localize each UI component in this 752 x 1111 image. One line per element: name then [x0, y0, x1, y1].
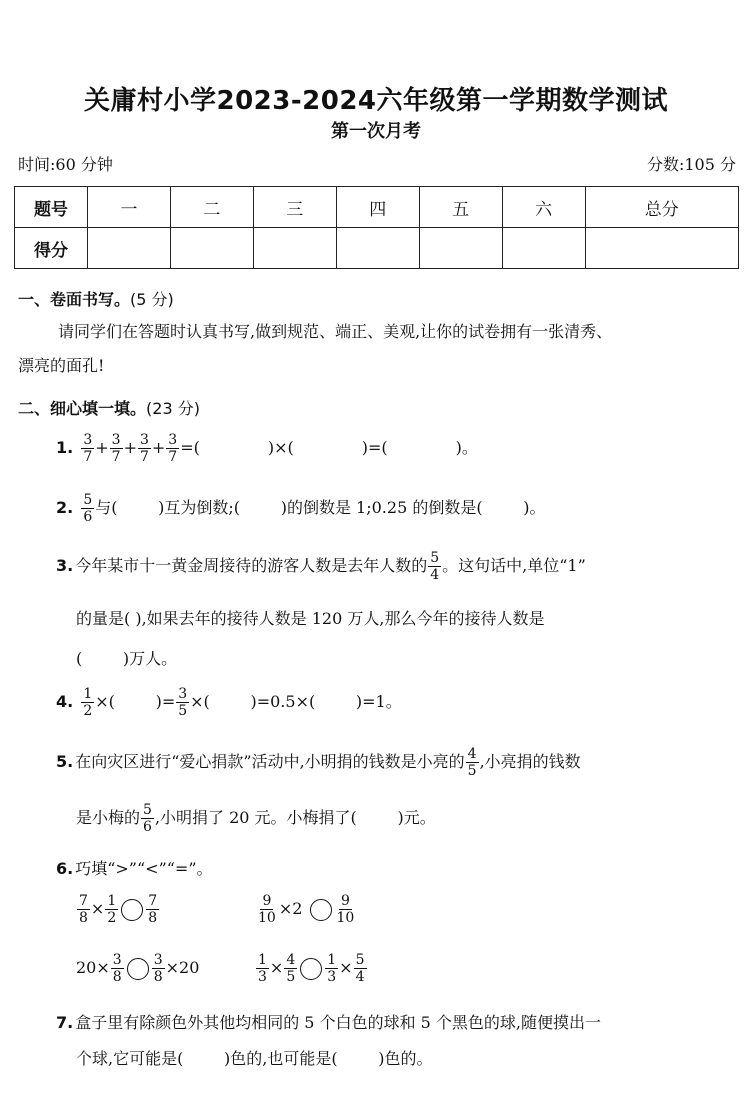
score-cell: 总分 [585, 187, 738, 228]
compare-circle[interactable] [121, 899, 143, 921]
score-cell: 六 [502, 187, 585, 228]
score-entry-cell[interactable] [253, 228, 336, 269]
question-text: 今年某市十一黄金周接待的游客人数是去年人数的 [75, 556, 428, 575]
fraction: $\frac{4}{5}$ [286, 952, 296, 985]
question-text: ×( )= [95, 692, 176, 711]
compare-circle[interactable] [310, 899, 332, 921]
section-2-title: 二、细心填一填。 [18, 399, 147, 418]
score-cell: 四 [336, 187, 419, 228]
question-7 [56, 1010, 601, 1033]
score-cell: 二 [170, 187, 253, 228]
section-2-heading [18, 396, 200, 419]
question-text: 是小梅的 [76, 808, 141, 827]
fraction: $\frac{1}{2}$ [107, 893, 117, 926]
fraction: $\frac{3}{8}$ [112, 952, 122, 985]
score-cell: 三 [253, 187, 336, 228]
question-number: 7. [56, 1013, 74, 1032]
exam-title: 关庸村小学2023-2024六年级第一学期数学测试 [83, 86, 669, 116]
fraction: $\frac{7}{8}$ [148, 893, 158, 926]
question-text: 。这句话中,单位“1” [442, 556, 586, 575]
question-number: 4. [56, 692, 74, 711]
fraction: $\frac{3}{8}$ [153, 952, 163, 985]
fraction: $\frac{1}{3}$ [327, 952, 337, 985]
question-text: ×( )=0.5×( )=1。 [190, 692, 402, 711]
question-text: ,小亮捐的钱数 [479, 752, 581, 771]
section-2-points: (23 分) [146, 399, 200, 418]
question-text: 盒子里有除颜色外其他均相同的 5 个白色的球和 5 个黑色的球,随便摸出一 [75, 1013, 602, 1032]
fraction: $\frac{3}{7}$ [139, 432, 149, 465]
score-entry-cell[interactable] [336, 228, 419, 269]
question-3-line-2: 的量是( ),如果去年的接待人数是 120 万人,那么今年的接待人数是 [76, 609, 545, 628]
compare-circle[interactable] [300, 958, 322, 980]
section-1-line-2: 漂亮的面孔! [18, 356, 105, 375]
section-1-title: 一、卷面书写。 [18, 290, 131, 309]
score-cell: 题号 [15, 187, 88, 228]
fraction: $\frac{5}{4}$ [355, 952, 365, 985]
question-text: 在向灾区进行“爱心捐款”活动中,小明捐的钱数是小亮的 [75, 752, 465, 771]
question-6 [56, 856, 213, 879]
fraction: $\frac{7}{8}$ [79, 893, 88, 926]
score-entry-cell[interactable] [88, 228, 171, 269]
q1-tail-4: )。 [455, 438, 478, 457]
question-4 [56, 686, 402, 719]
score-entry-cell[interactable] [419, 228, 502, 269]
score-table-header-row [15, 187, 739, 228]
fraction: $\frac{9}{10}$ [258, 893, 276, 926]
question-text: ,小明捐了 20 元。小梅捐了( )元。 [154, 808, 436, 827]
score-table [14, 186, 739, 269]
score-entry-cell[interactable] [502, 228, 585, 269]
question-number: 3. [56, 556, 74, 575]
question-5 [56, 746, 581, 779]
question-2 [56, 492, 546, 525]
q1-tail-3: )=( [361, 438, 388, 457]
fraction: $\frac{3}{7}$ [111, 432, 121, 465]
compare-item-3: 20× $\frac{3}{8}$ $\frac{3}{8}$ ×20 [76, 952, 200, 985]
question-number: 2. [56, 498, 74, 517]
fraction: $\frac{9}{10}$ [336, 893, 355, 926]
compare-circle[interactable] [127, 958, 149, 980]
section-1-line-1: 请同学们在答题时认真书写,做到规范、端正、美观,让你的试卷拥有一张清秀、 [58, 322, 613, 341]
score-cell: 一 [88, 187, 171, 228]
exam-subtitle: 第一次月考 [331, 121, 421, 142]
score-entry-cell[interactable] [585, 228, 738, 269]
fraction: $\frac{1}{3}$ [258, 952, 267, 985]
compare-item-4: $\frac{1}{3}$ × $\frac{4}{5}$ $\frac{1}{3}$ × $\frac{5}{4}$ [258, 952, 365, 985]
fraction: $\frac{3}{5}$ [178, 686, 188, 719]
score-cell: 五 [419, 187, 502, 228]
section-1-points: (5 分) [130, 290, 174, 309]
question-1: 1. $\frac{3}{7}$ + $\frac{3}{7}$ + $\frac{3}{7}$ + $\frac{3}{7}$ =( )×( )=( )。 [56, 432, 478, 465]
question-number: 6. [56, 859, 74, 878]
score-row-label: 得分 [15, 228, 88, 269]
section-1-heading [18, 287, 174, 310]
fraction: $\frac{4}{5}$ [467, 746, 477, 779]
time-limit: 时间:60 分钟 [18, 155, 113, 174]
compare-item-1: $\frac{7}{8}$ × $\frac{1}{2}$ $\frac{7}{8}$ [79, 893, 158, 926]
question-number: 5. [56, 752, 74, 771]
question-5-line-2 [76, 802, 436, 835]
question-text: 巧填“>”“<”“=”。 [75, 859, 213, 878]
fraction: $\frac{3}{7}$ [83, 432, 93, 465]
question-3 [56, 550, 586, 583]
score-entry-cell[interactable] [170, 228, 253, 269]
q1-tail-1: =( [180, 438, 200, 457]
fraction: $\frac{3}{7}$ [168, 432, 178, 465]
total-score: 分数:105 分 [646, 155, 736, 174]
fraction: $\frac{1}{2}$ [83, 686, 93, 719]
question-7-line-2: 个球,它可能是( )色的,也可能是( )色的。 [76, 1049, 433, 1068]
q1-tail-2: )×( [267, 438, 294, 457]
compare-item-2: $\frac{9}{10}$ ×2 $\frac{9}{10}$ [258, 893, 355, 926]
section-1-body [18, 315, 738, 383]
fraction: $\frac{5}{4}$ [430, 550, 440, 583]
fraction: $\frac{5}{6}$ [83, 492, 93, 525]
question-3-line-3: ( )万人。 [76, 649, 178, 668]
fraction: $\frac{5}{6}$ [143, 802, 152, 835]
question-number: 1. [56, 438, 74, 457]
score-table-score-row [15, 228, 739, 269]
question-text: 与( )互为倒数;( )的倒数是 1;0.25 的倒数是( )。 [95, 498, 546, 517]
